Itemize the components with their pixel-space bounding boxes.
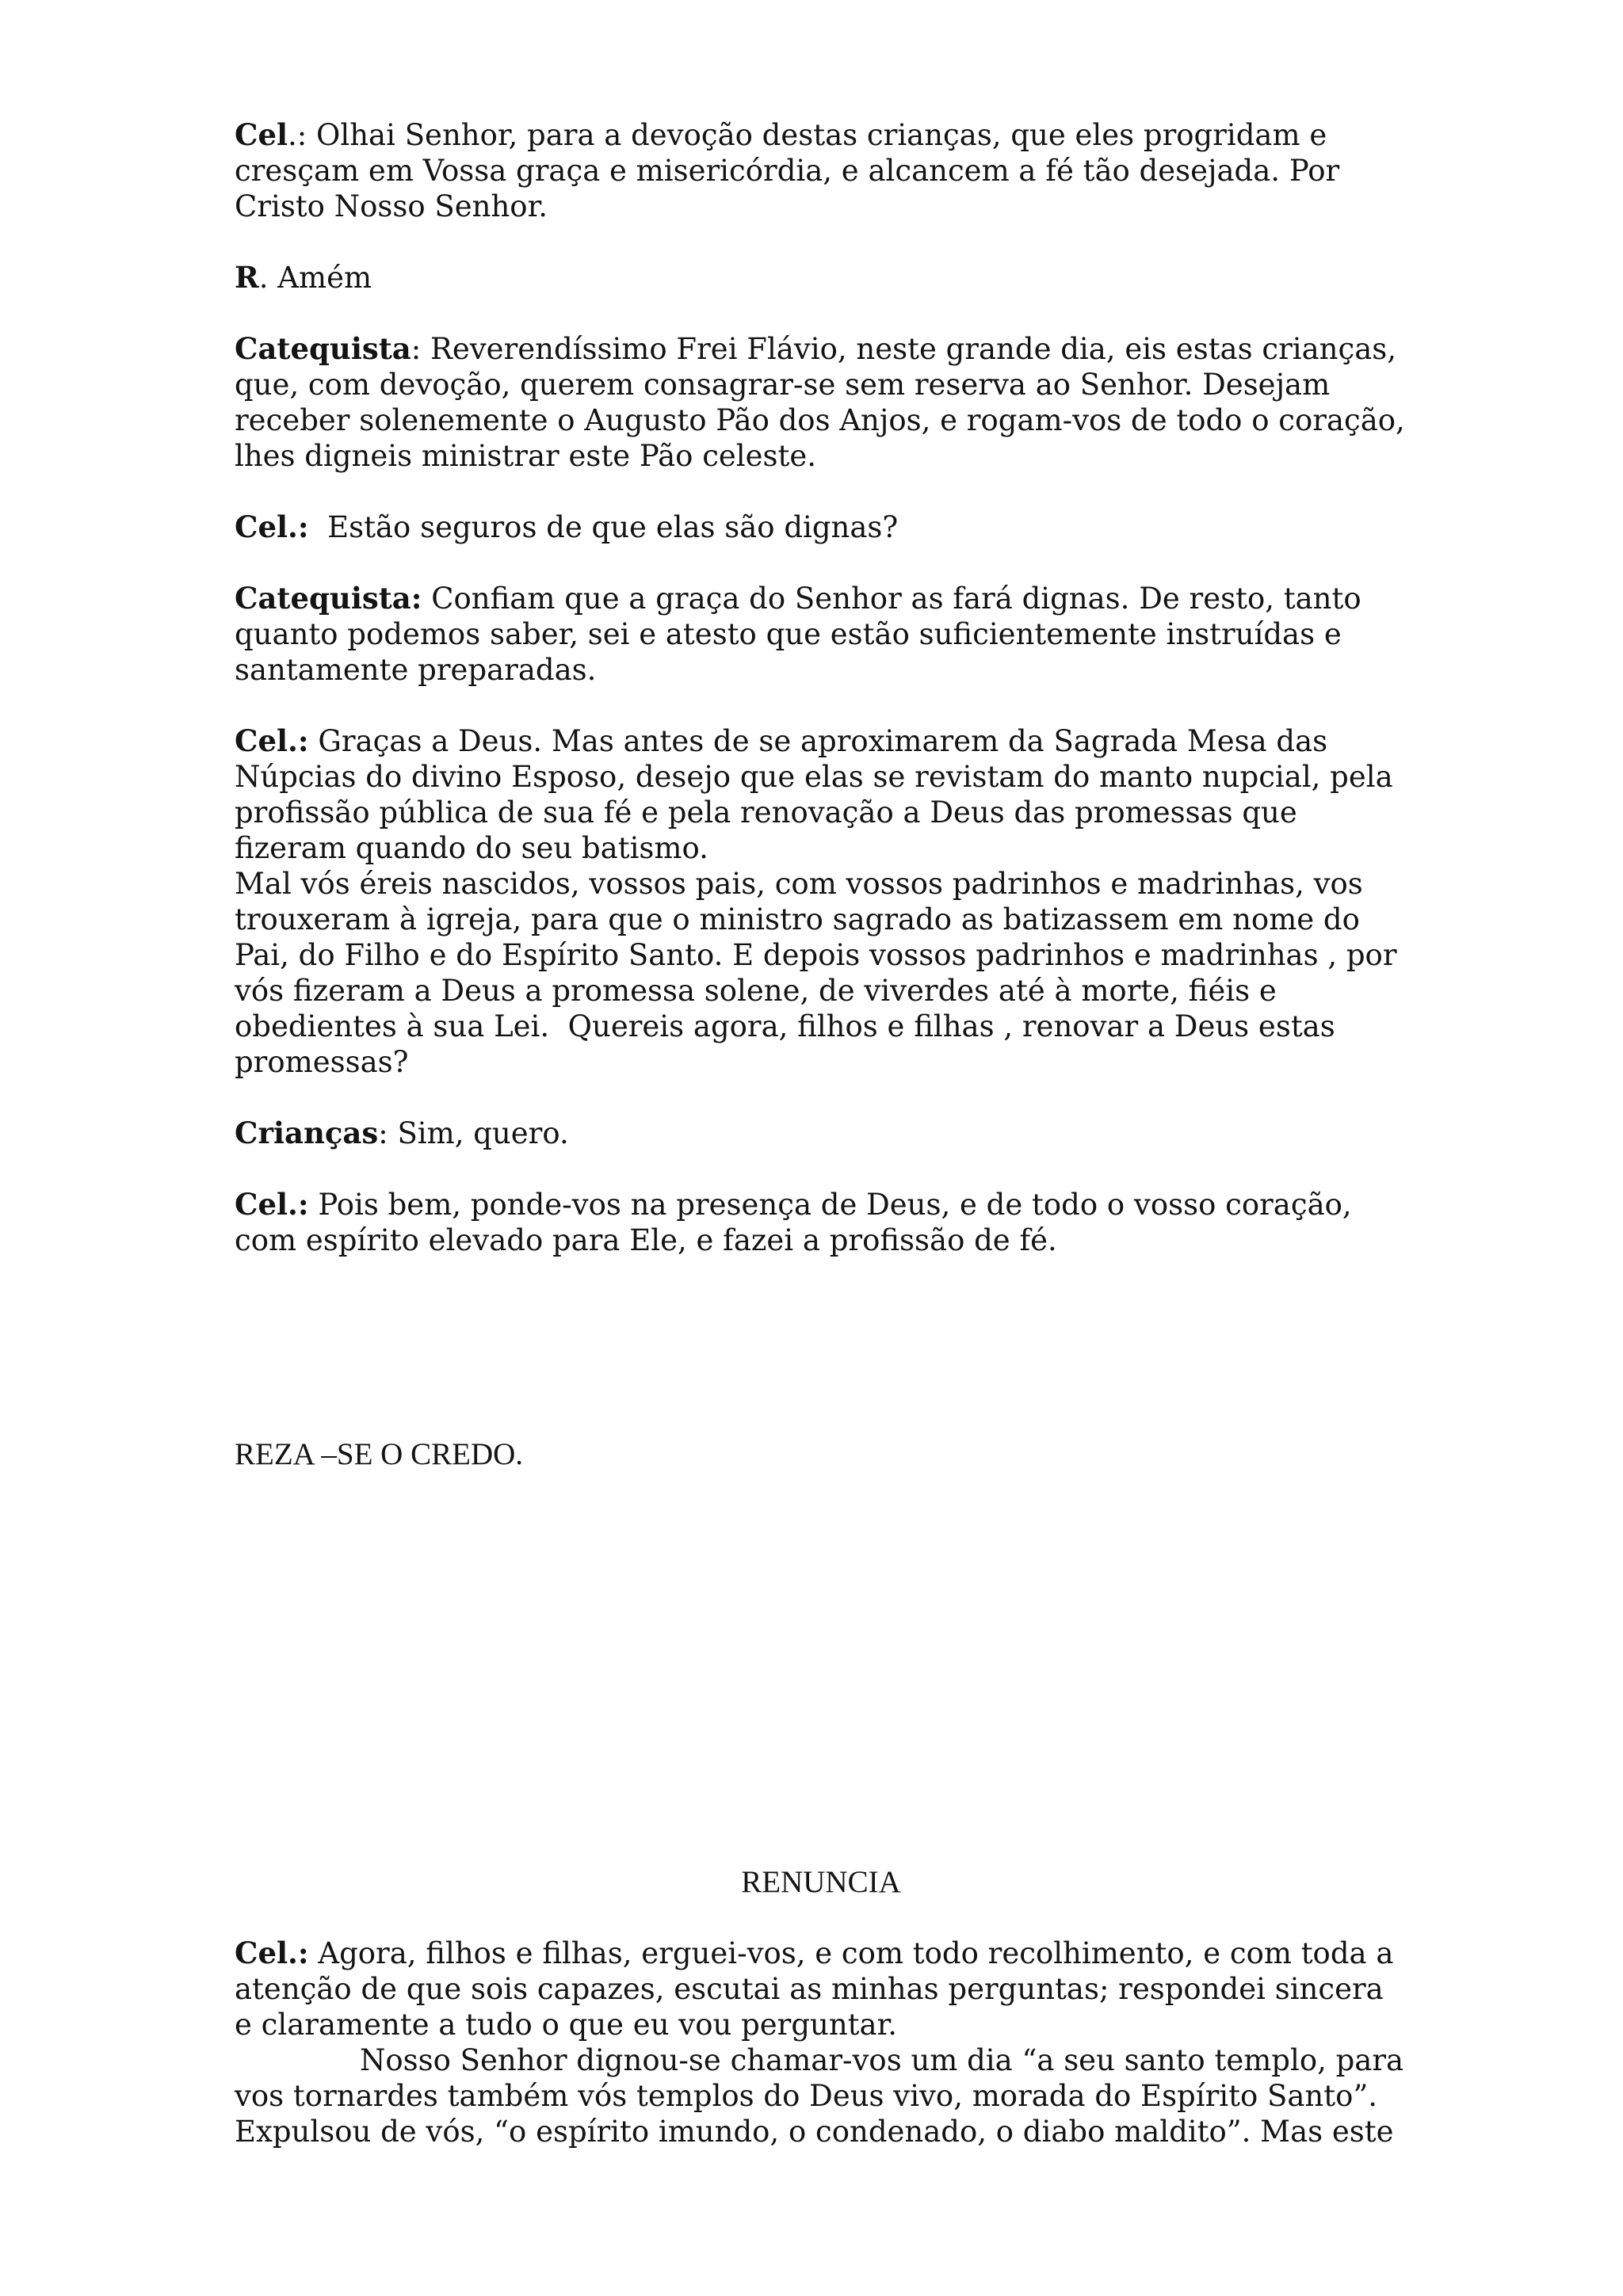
speaker-separator — [309, 1188, 319, 1222]
dialogue-text: Reverendíssimo Frei Flávio, neste grande dia, eis estas crianças, que, com devoção, querem consagrar-se sem reserva ao Senhor. Desejam receber solenemente o Augusto Pão dos Anjos, e rogam-vos de todo o coração, lhes digneis ministrar este Pão celeste. — [235, 332, 1405, 473]
dialogue-paragraph — [235, 509, 1407, 545]
speaker-label: Cel.: — [235, 723, 309, 758]
dialogue-text: Amém — [277, 261, 372, 295]
speaker-separator — [422, 582, 431, 616]
speaker-separator — [309, 724, 319, 758]
dialogue-paragraph — [235, 581, 1407, 688]
speaker-separator — [309, 510, 328, 544]
speaker-label: Cel.: — [235, 1936, 309, 1970]
speaker-label: Catequista — [235, 331, 411, 366]
dialogue-text: Olhai Senhor, para a devoção destas crianças, que eles progridam e cresçam em Vossa graça e misericórdia, e alcancem a fé tão desejada. Por Cristo Nosso Senhor. — [235, 118, 1340, 223]
speaker-label: Crianças — [235, 1116, 379, 1150]
speaker-separator: : — [378, 1116, 398, 1150]
dialogue-paragraph — [235, 723, 1407, 866]
speaker-label: Cel.: — [235, 1187, 309, 1222]
dialogue-paragraph — [235, 1936, 1407, 2042]
speaker-separator: .: — [288, 118, 317, 152]
dialogue-text: Graças a Deus. Mas antes de se aproximarem da Sagrada Mesa das Núpcias do divino Esposo, desejo que elas se revistam do manto nupcial, pela profissão pública de sua fé e pela renovação a Deus das promessas que fizeram quando do seu batismo. — [235, 724, 1393, 865]
paragraph-text: Nosso Senhor dignou-se chamar-vos um dia “a seu santo templo, para vos tornardes também vós templos do Deus vivo, morada do Espírito Santo”. Expulsou de vós, “o espírito imundo, o condenado, o diabo maldito”. Mas este — [235, 2043, 1404, 2149]
speaker-separator: . — [258, 261, 278, 295]
speaker-label: Cel — [235, 117, 288, 152]
dialogue-text: Confiam que a graça do Senhor as fará dignas. De resto, tanto quanto podemos saber, sei e atesto que estão suficientemente instruídas e santamente preparadas. — [235, 582, 1361, 687]
speaker-separator — [309, 1936, 319, 1970]
dialogue-paragraph — [235, 1116, 1407, 1151]
paragraph-indent — [235, 2043, 360, 2077]
dialogue-paragraph — [235, 117, 1407, 224]
speaker-label: Cel.: — [235, 509, 309, 544]
credo-heading: REZA –SE O CREDO. — [235, 1437, 524, 1471]
dialogue-paragraph — [235, 331, 1407, 474]
speaker-separator: : — [411, 332, 431, 366]
indented-paragraph — [235, 2042, 1407, 2149]
speaker-label: R — [235, 260, 259, 295]
dialogue-paragraph — [235, 1187, 1407, 1258]
renuncia-heading: RENUNCIA — [741, 1865, 901, 1899]
spacer — [235, 1508, 1407, 1864]
dialogue-text: Estão seguros de que elas são dignas? — [327, 510, 899, 544]
continuation-paragraph — [235, 866, 1407, 1080]
document-body — [235, 117, 1407, 2149]
dialogue-text: Sim, quero. — [397, 1116, 569, 1150]
dialogue-text: Pois bem, ponde-vos na presença de Deus, e de todo o vosso coração, com espírito elevado para Ele, e fazei a profissão de fé. — [235, 1188, 1352, 1257]
dialogue-text: Mal vós éreis nascidos, vossos pais, com vossos padrinhos e madrinhas, vos trouxeram à igreja, para que o ministro sagrado as batizassem em nome do Pai, do Filho e do Espírito Santo. E depois vossos padrinhos e madrinhas , por vós fizeram a Deus a promessa solene, de viverdes até à morte, fiéis e obedientes à sua Lei. Quereis agora, filhos e filhas , renovar a Deus estas promessas? — [235, 867, 1407, 1079]
speaker-label: Catequista: — [235, 581, 422, 616]
spacer — [235, 1294, 1407, 1436]
dialogue-paragraph — [235, 260, 1407, 296]
dialogue-text: Agora, filhos e filhas, erguei-vos, e com todo recolhimento, e com toda a atenção de que sois capazes, escutai as minhas perguntas; respondei sincera e claramente a tudo o que eu vou perguntar. — [235, 1936, 1394, 2042]
